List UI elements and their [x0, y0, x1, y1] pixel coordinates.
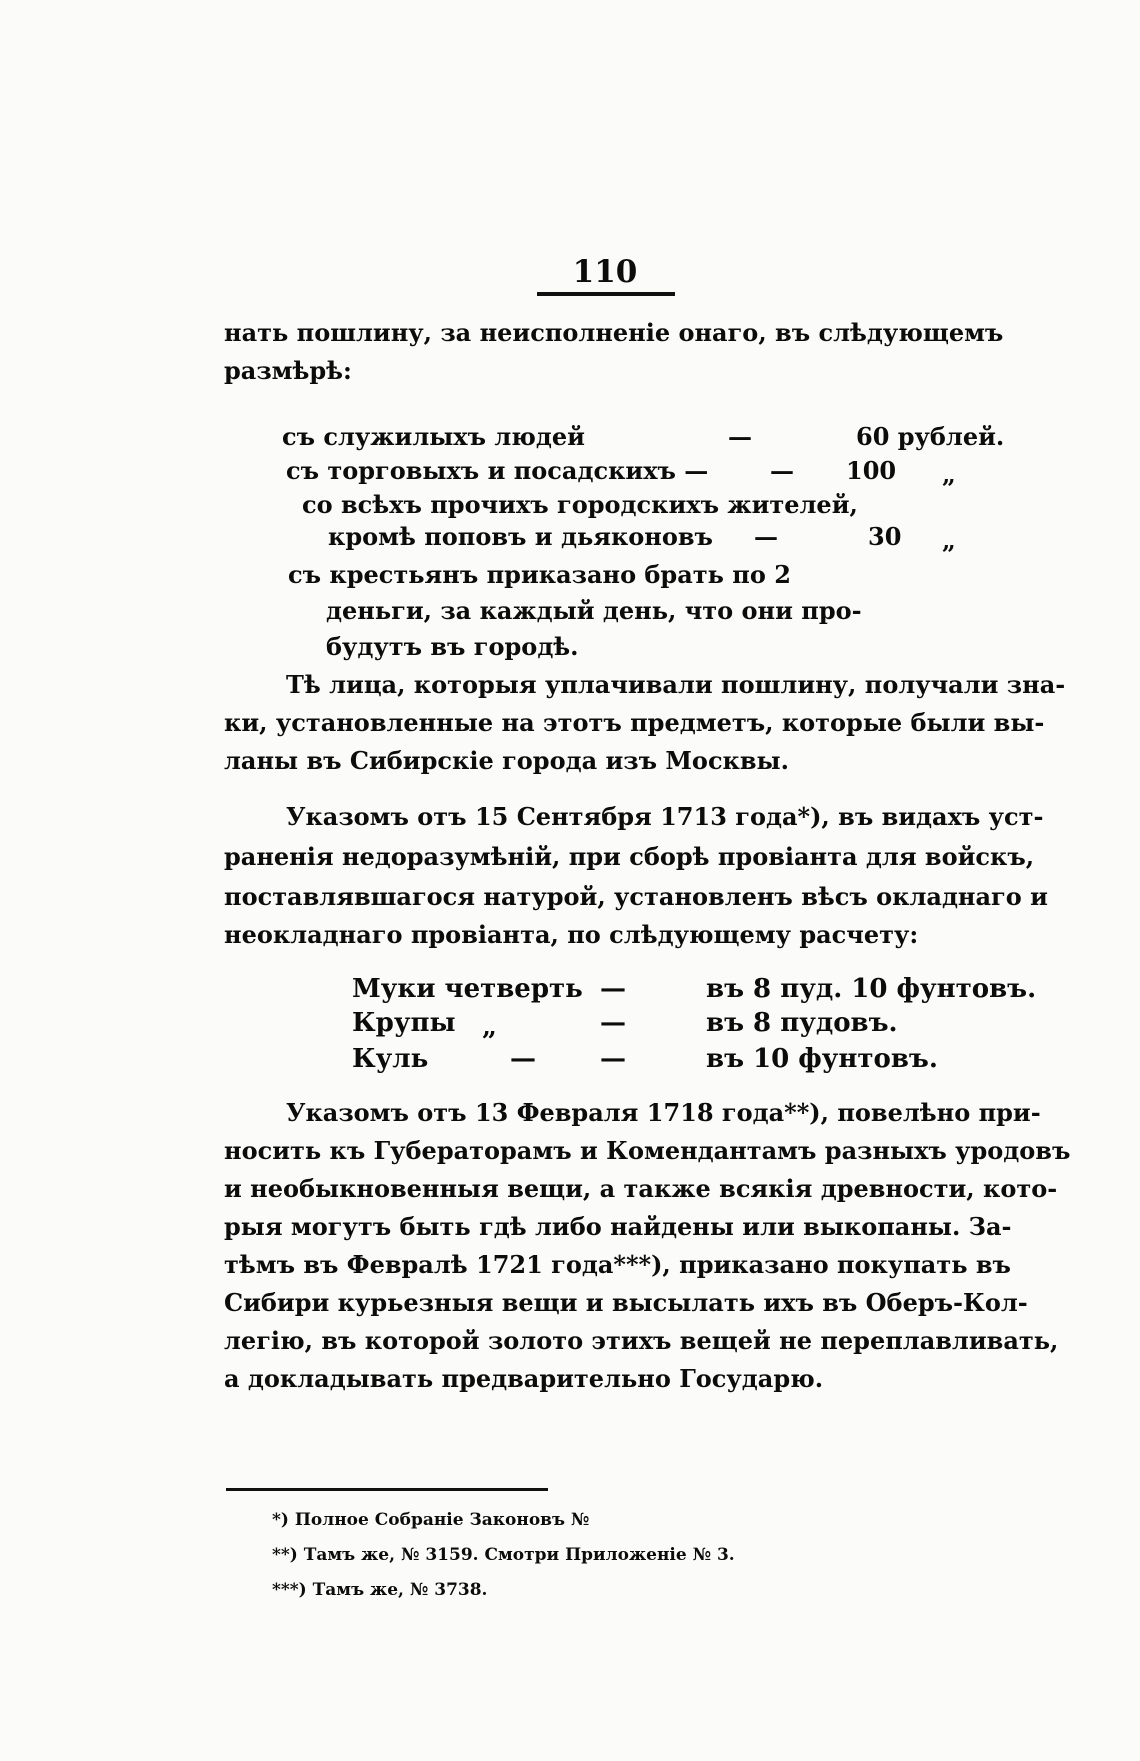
- table-value: въ 8 пудовъ.: [706, 1008, 898, 1038]
- text-line: Сибири курьезныя вещи и высылать ихъ въ Оберъ-Кол-: [224, 1288, 1028, 1317]
- footnote: ***) Тамъ же, № 3738.: [272, 1580, 488, 1600]
- table-label: съ служилыхъ людей: [282, 422, 585, 451]
- table-value: 100: [846, 456, 897, 485]
- table-label: Крупы: [352, 1008, 456, 1038]
- page-number: 110: [572, 254, 638, 290]
- text-line: размѣрѣ:: [224, 356, 352, 385]
- text-line: легію, въ которой золото этихъ вещей не переплавливать,: [224, 1326, 1059, 1355]
- text-line: ки, установленные на этотъ предметъ, которые были вы-: [224, 708, 1045, 737]
- text-line: Указомъ отъ 15 Сентября 1713 года*), въ видахъ уст-: [286, 802, 1044, 831]
- page-number-rule: [537, 292, 675, 296]
- table-label: съ крестьянъ приказано брать по 2: [288, 560, 791, 589]
- text-line: Указомъ отъ 13 Февраля 1718 года**), повелѣно при-: [286, 1098, 1041, 1127]
- text-line: поставлявшагося натурой, установленъ вѣсъ окладнаго и: [224, 882, 1048, 911]
- table-dash: —: [600, 974, 626, 1004]
- text-line: неокладнаго провіанта, по слѣдующему расчету:: [224, 920, 919, 949]
- text-line: раненія недоразумѣній, при сборѣ провіанта для войскъ,: [224, 842, 1035, 871]
- ditto-mark: „: [482, 1012, 497, 1042]
- table-dash: —: [600, 1044, 626, 1074]
- text-line: нать пошлину, за неисполненіе онаго, въ слѣдующемъ: [224, 318, 1004, 347]
- footnote: *) Полное Собраніе Законовъ №: [272, 1510, 590, 1530]
- footnote-rule: [226, 1488, 548, 1491]
- table-value: 30: [868, 522, 902, 551]
- text-line: носить къ Губераторамъ и Комендантамъ разныхъ уродовъ: [224, 1136, 1071, 1165]
- text-line: рыя могутъ быть гдѣ либо найдены или выкопаны. За-: [224, 1212, 1012, 1241]
- table-label: Куль: [352, 1044, 429, 1074]
- table-value: въ 8 пуд. 10 фунтовъ.: [706, 974, 1037, 1004]
- table-dash: —: [754, 522, 778, 551]
- table-label: съ торговыхъ и посадскихъ —: [286, 456, 709, 485]
- table-label: будутъ въ городѣ.: [326, 632, 579, 661]
- footnote: **) Тамъ же, № 3159. Смотри Приложеніе № 3.: [272, 1545, 735, 1565]
- table-value: въ 10 фунтовъ.: [706, 1044, 938, 1074]
- table-dash: —: [770, 456, 794, 485]
- text-line: ланы въ Сибирскіе города изъ Москвы.: [224, 746, 789, 775]
- text-line: а докладывать предварительно Государю.: [224, 1364, 824, 1393]
- table-label: Муки четверть: [352, 974, 583, 1004]
- text-line: и необыкновенныя вещи, а также всякія древности, кото-: [224, 1174, 1058, 1203]
- ditto-mark: „: [942, 526, 956, 555]
- table-label: кромѣ поповъ и дьяконовъ: [328, 522, 713, 551]
- table-value: 60 рублей.: [856, 422, 1005, 451]
- table-label: со всѣхъ прочихъ городскихъ жителей,: [302, 490, 858, 519]
- table-dash: —: [728, 422, 752, 451]
- table-label: деньги, за каждый день, что они про-: [326, 596, 862, 625]
- ditto-mark: „: [942, 460, 956, 489]
- text-line: тѣмъ въ Февралѣ 1721 года***), приказано покупать въ: [224, 1250, 1011, 1279]
- table-dash: —: [600, 1008, 626, 1038]
- text-line: Тѣ лица, которыя уплачивали пошлину, получали зна-: [286, 670, 1066, 699]
- table-dash: —: [510, 1044, 536, 1074]
